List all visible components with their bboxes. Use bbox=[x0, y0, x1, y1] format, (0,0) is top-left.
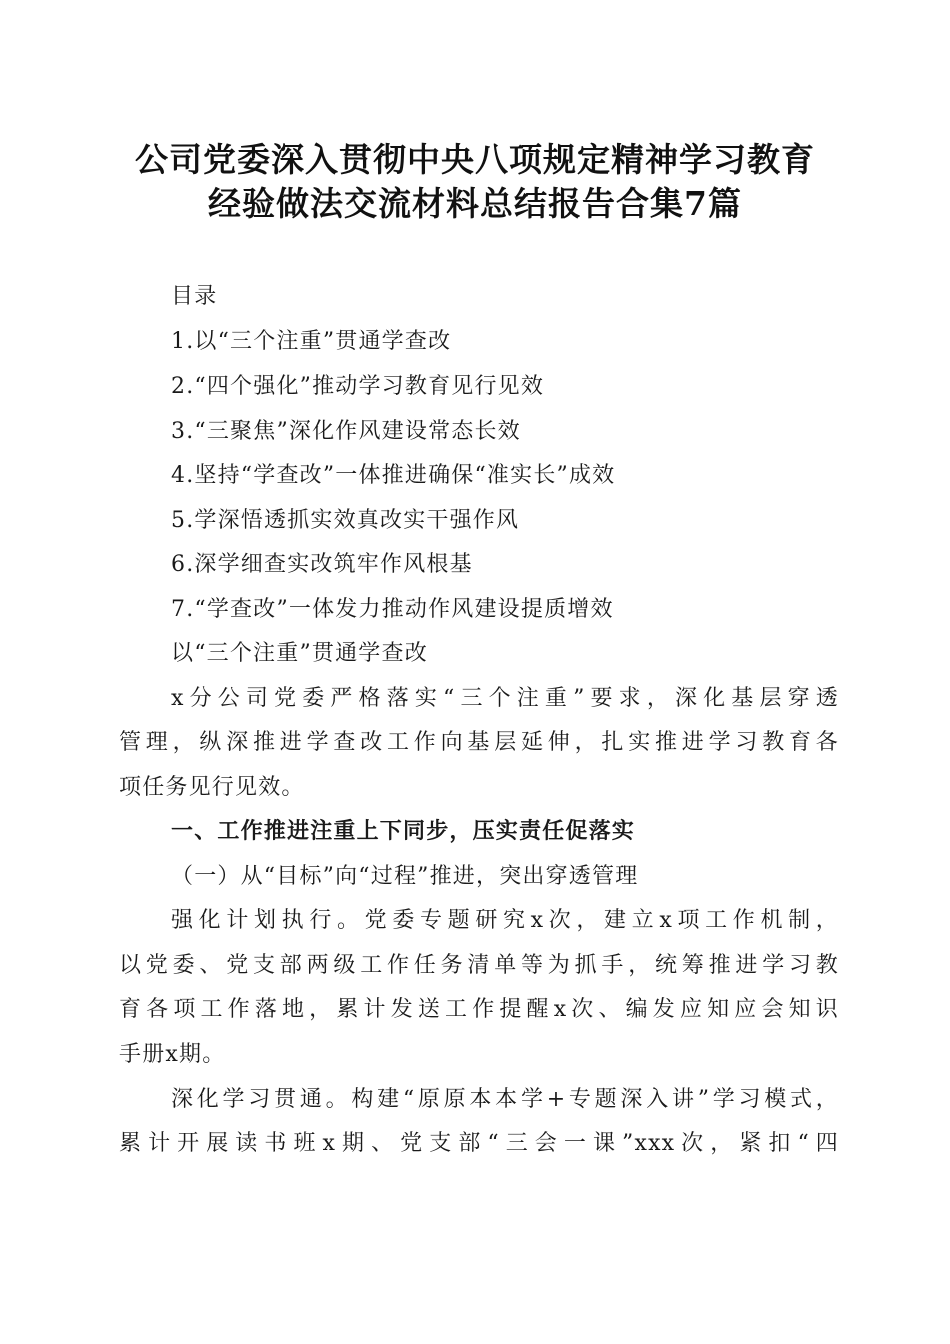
para-1-line-2: 以党委、党支部两级工作任务清单等为抓手，统筹推进学习教 bbox=[119, 953, 839, 978]
para-2-line-1: 深化学习贯通。构建“原原本本学+专题深入讲”学习模式， bbox=[171, 1087, 839, 1112]
para-2-line-2: 累计开展读书班x期、党支部“三会一课”xxx次，紧扣“四 bbox=[119, 1131, 839, 1156]
toc-item-6: 6.深学细查实改筑牢作风根基 bbox=[171, 552, 473, 577]
para-1-line-3: 育各项工作落地，累计发送工作提醒x次、编发应知应会知识 bbox=[119, 997, 839, 1022]
intro-line-2: 管理，纵深推进学查改工作向基层延伸，扎实推进学习教育各 bbox=[119, 730, 839, 755]
subsection-1-heading: （一）从“目标”向“过程”推进，突出穿透管理 bbox=[171, 864, 639, 889]
para-1-line-1: 强化计划执行。党委专题研究x次，建立x项工作机制， bbox=[171, 908, 839, 933]
document-title-line-2: 经验做法交流材料总结报告合集7篇 bbox=[208, 184, 742, 223]
toc-heading: 目录 bbox=[171, 284, 218, 309]
intro-line-1: x分公司党委严格落实“三个注重”要求，深化基层穿透 bbox=[171, 686, 839, 711]
document-title-line-1: 公司党委深入贯彻中央八项规定精神学习教育 bbox=[135, 140, 815, 179]
toc-item-1: 1.以“三个注重”贯通学查改 bbox=[171, 329, 452, 354]
toc-item-2: 2.“四个强化”推动学习教育见行见效 bbox=[171, 374, 545, 399]
toc-item-4: 4.坚持“学查改”一体推进确保“准实长”成效 bbox=[171, 463, 616, 488]
intro-line-3: 项任务见行见效。 bbox=[119, 775, 305, 800]
para-1-line-4: 手册x期。 bbox=[119, 1042, 226, 1067]
article-title: 以“三个注重”贯通学查改 bbox=[171, 641, 428, 666]
toc-item-3: 3.“三聚焦”深化作风建设常态长效 bbox=[171, 419, 521, 444]
section-1-heading: 一、工作推进注重上下同步，压实责任促落实 bbox=[171, 819, 636, 844]
toc-item-5: 5.学深悟透抓实效真改实干强作风 bbox=[171, 508, 520, 533]
toc-item-7: 7.“学查改”一体发力推动作风建设提质增效 bbox=[171, 597, 614, 622]
